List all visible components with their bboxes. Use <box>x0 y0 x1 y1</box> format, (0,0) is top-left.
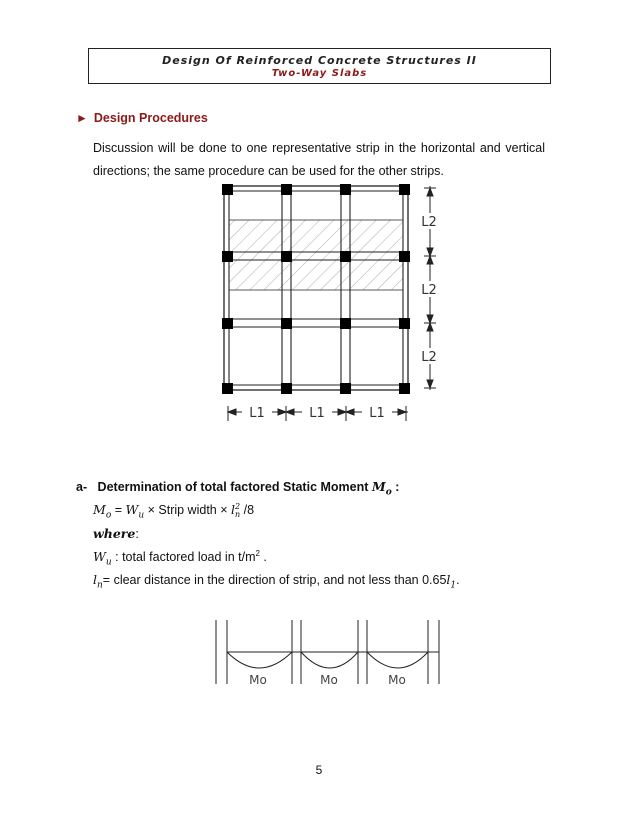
moment-title-colon: : <box>395 480 400 494</box>
formula-ln-sup: 2 <box>235 501 241 511</box>
ln-definition <box>93 572 460 591</box>
page-number: 5 <box>315 763 323 777</box>
span-label-l2-3: L2 <box>421 350 437 365</box>
moment-heading <box>76 479 399 498</box>
ln-symbol-2-sub: 1 <box>450 580 457 591</box>
moment-diagram <box>212 618 442 690</box>
moment-symbol-sub: o <box>385 487 392 498</box>
moment-curve-3 <box>367 652 428 668</box>
span-label-l1-3: L1 <box>369 406 385 421</box>
wu-symbol: W <box>93 549 106 565</box>
formula-ln-sub: n <box>235 509 241 519</box>
header-title: Design Of Reinforced Concrete Structures II <box>162 54 477 67</box>
span-label-l2-1: L2 <box>421 215 437 230</box>
where-colon: : <box>135 527 139 541</box>
formula-lhs-sub: o <box>105 510 112 521</box>
wu-text: : total factored load in t/m <box>111 550 256 565</box>
item-label: a- <box>76 480 88 494</box>
formula-tail: /8 <box>240 503 255 517</box>
section-heading <box>76 111 208 125</box>
wu-text-sup: 2 <box>255 549 260 558</box>
where-word: where <box>93 526 136 541</box>
intro-paragraph <box>93 137 545 183</box>
moment-symbol: M <box>371 479 386 494</box>
span-label-l1-2: L1 <box>309 406 325 421</box>
moment-formula <box>93 502 254 521</box>
moment-label-3: Mo <box>388 673 406 687</box>
bullet-arrow-icon: ► <box>76 111 88 125</box>
page-header <box>88 48 551 84</box>
moment-label-2: Mo <box>320 673 338 687</box>
paragraph-line-2: directions; the same procedure can be used for the other strips. <box>93 164 444 178</box>
paragraph-line-1: Discussion will be done to one representative strip in the horizontal and vertical <box>93 141 545 155</box>
ln-text: = clear distance in the direction of strip, and not less than 0.65 <box>102 573 447 587</box>
ln-symbol-2: l <box>446 572 451 587</box>
wu-symbol-sub: u <box>105 557 112 568</box>
wu-definition <box>93 549 267 568</box>
moment-label-1: Mo <box>249 673 267 687</box>
formula-ln: l <box>231 502 235 517</box>
section-title: Design Procedures <box>93 111 208 125</box>
header-subtitle: Two-Way Slabs <box>271 68 368 79</box>
ln-text-end: . <box>456 573 460 587</box>
hatched-strip <box>229 220 403 290</box>
span-label-l2-2: L2 <box>421 283 437 298</box>
formula-eq: = <box>111 503 126 517</box>
ln-symbol-sub: n <box>97 580 103 591</box>
where-label <box>93 526 139 541</box>
moment-curve-1 <box>227 652 292 668</box>
moment-curve-2 <box>301 652 358 668</box>
wu-text-end: . <box>259 550 267 565</box>
formula-wu: W <box>125 502 139 517</box>
slab-grid-diagram <box>218 180 448 430</box>
formula-mid: × Strip width × <box>144 503 231 517</box>
moment-title: Determination of total factored Static Moment <box>97 480 369 494</box>
ln-symbol: l <box>93 572 97 587</box>
formula-wu-sub: u <box>138 510 145 521</box>
formula-lhs: M <box>93 502 106 517</box>
span-label-l1-1: L1 <box>249 406 265 421</box>
